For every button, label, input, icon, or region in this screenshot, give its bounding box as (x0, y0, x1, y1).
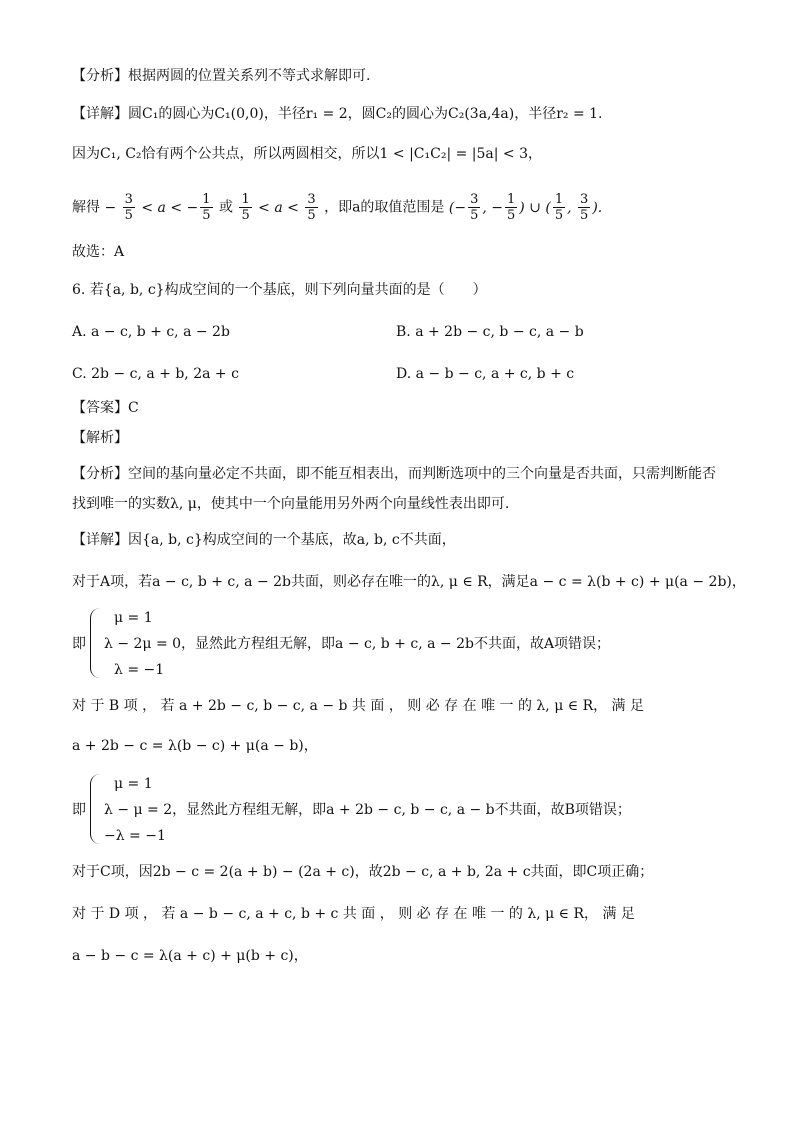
option-a-analysis: 对于A项，若a − c, b + c, a − 2b共面，则必存在唯一的λ, μ ∈ R，满足a − c = λ(b + c) + μ(a − 2b)， (72, 574, 746, 590)
equation-system-b (72, 774, 712, 846)
option-c: C. 2b − c, a + b, 2a + c (72, 366, 239, 382)
option-d: D. a − b − c, a + c, b + c (396, 366, 575, 382)
system-a-row-2: λ − 2μ = 0，显然此方程组无解，即a − c, b + c, a − 2b不共面，故A项错误； (104, 636, 611, 652)
inequality-1: − $\frac{3}{5}$ < a < − $\frac{1}{5}$ (104, 192, 211, 223)
detail-line-6: 【详解】因{a, b, c}构成空间的一个基底，故a, b, c不共面， (72, 532, 456, 548)
explanation-heading: 【解析】 (72, 430, 128, 446)
intersection-condition-line: 因为C₁, C₂恰有两个公共点，所以两圆相交，所以1 < |C₁C₂| = |5a| < 3， (72, 146, 543, 162)
brace-icon (90, 774, 101, 844)
answer-line: 【答案】C (72, 400, 139, 416)
option-c-analysis: 对于C项，因2b − c = 2(a + b) − (2a + c)，故2b − c, a + b, 2a + c共面，即C项正确； (72, 864, 654, 880)
solution-range-line (72, 192, 602, 223)
detail-line-5: 【详解】圆C₁的圆心为C₁(0,0)，半径r₁ = 2，圆C₂的圆心为C₂(3a,4a)，半径r₂ = 1. (72, 106, 603, 122)
option-d-analysis-1: 对 于 D 项 ， 若 a − b − c, a + c, b + c 共 面 ， 则 必 存 在 唯 一 的 λ, μ ∈ R， 满 足 (72, 906, 635, 922)
question-6: 6. 若{a, b, c}构成空间的一个基底，则下列向量共面的是（ ） (72, 282, 487, 298)
option-b-analysis-1: 对 于 B 项 ， 若 a + 2b − c, b − c, a − b 共 面 ， 则 必 存 在 唯 一 的 λ, μ ∈ R， 满 足 (72, 698, 645, 714)
system-a-row-3: λ = −1 (114, 662, 165, 678)
equation-system-a (72, 608, 712, 680)
option-d-analysis-2: a − b − c = λ(a + c) + μ(b + c)， (72, 948, 308, 964)
fraction: $\frac{3}{5}$ (124, 192, 133, 223)
analysis-line-6a: 【分析】空间的基向量必定不共面，即不能互相表出，而判断选项中的三个向量是否共面，只需判断能否 (72, 466, 716, 482)
solution-prefix: 解得 (72, 199, 100, 216)
analysis-line-5: 【分析】根据两圆的位置关系列不等式求解即可. (72, 68, 371, 84)
choice-line-5: 故选：A (72, 244, 125, 260)
inequality-2: $\frac{1}{5}$ < a < $\frac{3}{5}$ (241, 192, 316, 223)
fraction: $\frac{1}{5}$ (241, 192, 250, 223)
fraction: $\frac{1}{5}$ (202, 192, 211, 223)
range-mid-text: ，即a的取值范围是 (324, 199, 445, 216)
analysis-line-6b: 找到唯一的实数λ, μ，使其中一个向量能用另外两个向量线性表出即可. (72, 496, 510, 512)
ji-label: 即 (72, 802, 86, 818)
system-a-row-1: μ = 1 (114, 610, 153, 626)
option-a: A. a − c, b + c, a − 2b (72, 324, 230, 340)
option-b-analysis-2: a + 2b − c = λ(b − c) + μ(a − b)， (72, 738, 318, 754)
system-b-row-3: −λ = −1 (104, 828, 166, 844)
brace-icon (90, 608, 101, 678)
system-b-row-1: μ = 1 (114, 776, 153, 792)
system-b-row-2: λ − μ = 2，显然此方程组无解，即a + 2b − c, b − c, a − b不共面，故B项错误； (104, 802, 631, 818)
fraction: $\frac{3}{5}$ (307, 192, 316, 223)
option-b: B. a + 2b − c, b − c, a − b (396, 324, 584, 340)
or-text: 或 (219, 199, 233, 216)
range-interval: (− $\frac{3}{5}$ , − $\frac{1}{5}$ ) ∪ ( $\frac{1}{5}$ , $\frac{3}{5}$ ). (448, 192, 603, 223)
ji-label: 即 (72, 636, 86, 652)
